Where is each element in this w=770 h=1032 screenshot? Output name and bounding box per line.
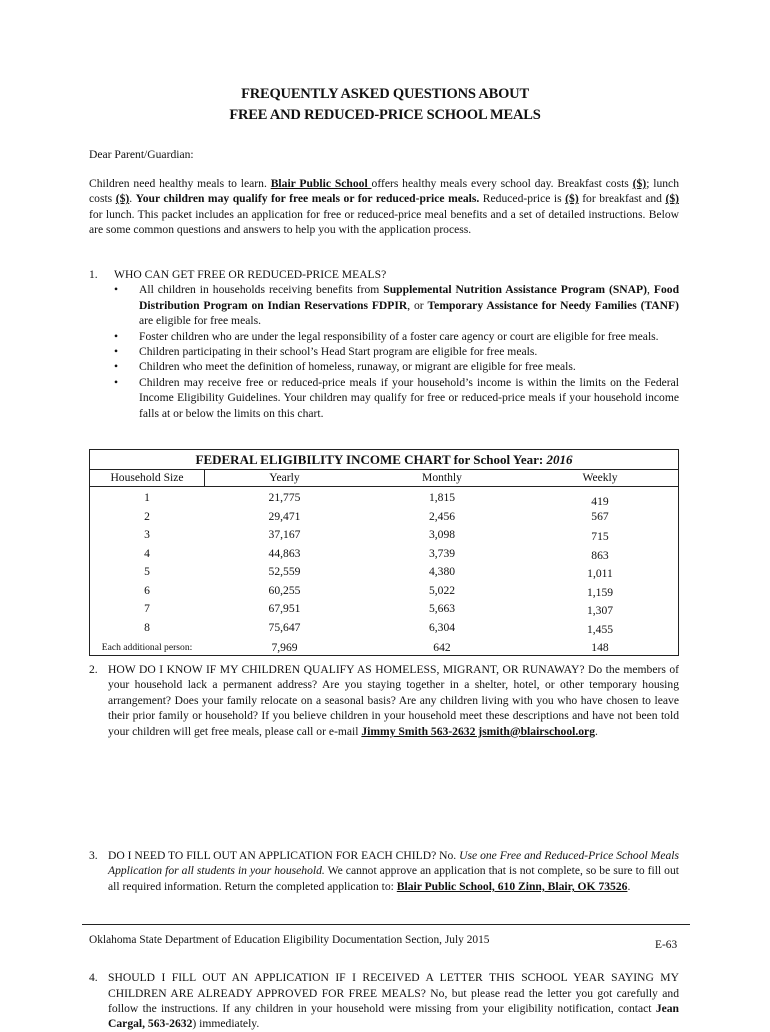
income-chart <box>89 449 679 656</box>
list-item: • Children participating in their school’s Head Start program are eligible for free meals. <box>114 344 679 359</box>
list-item: • Children who meet the definition of homeless, runaway, or migrant are eligible for free meals. <box>114 359 679 374</box>
household-size-cell: Each additional person: <box>101 642 193 653</box>
yearly-cell: 44,863 <box>268 546 301 560</box>
col-monthly: Monthly <box>422 471 462 484</box>
monthly-cell: 642 <box>433 641 451 654</box>
monthly-cell: 3,739 <box>428 546 456 560</box>
weekly-cell: 1,455 <box>586 622 614 636</box>
question-1-heading: WHO CAN GET FREE OR REDUCED-PRICE MEALS? <box>114 268 387 281</box>
page-title: FREQUENTLY ASKED QUESTIONS ABOUT <box>241 86 529 102</box>
col-household-size: Household Size <box>110 471 184 484</box>
yearly-cell: 37,167 <box>268 528 301 541</box>
household-size-cell: 7 <box>144 602 150 615</box>
yearly-cell: 75,647 <box>268 620 301 634</box>
household-size-cell: 5 <box>144 565 150 578</box>
weekly-cell: 567 <box>591 509 609 523</box>
question-4: 4. SHOULD I FILL OUT AN APPLICATION IF I RECEIVED A LETTER THIS SCHOOL YEAR SAYING MY CHILDREN ARE ALREADY APPROVED FOR FREE MEALS? No, but please read the letter you got carefully and follow the instructions. If any children in your household were missing from your eligibility notification, contact Jean Cargal, 563-2632) immediately. <box>89 971 679 1031</box>
question-3: 3. DO I NEED TO FILL OUT AN APPLICATION FOR EACH CHILD? No. Use one Free and Reduced-Price School Meals Application for all students in your household. We cannot approve an application that is not complete, so be sure to fill out all required information. Return the completed application to: Blair Public School, 610 Zinn, Blair, OK 73526. <box>89 849 679 893</box>
weekly-cell: 419 <box>591 495 609 508</box>
salutation: Dear Parent/Guardian: <box>89 148 194 161</box>
weekly-cell: 715 <box>591 530 609 543</box>
monthly-cell: 2,456 <box>428 509 456 523</box>
col-yearly: Yearly <box>269 471 300 484</box>
monthly-cell: 1,815 <box>428 491 456 504</box>
yearly-cell: 21,775 <box>268 491 301 504</box>
yearly-cell: 52,559 <box>268 565 301 578</box>
yearly-cell: 7,969 <box>271 641 298 654</box>
household-size-cell: 4 <box>144 546 150 560</box>
income-chart-title: FEDERAL ELIGIBILITY INCOME CHART for School Year: 2016 <box>90 450 678 470</box>
household-size-cell: 6 <box>144 583 150 597</box>
monthly-cell: 4,380 <box>428 565 456 578</box>
list-item: • Foster children who are under the legal responsibility of a foster care agency or court are eligible for free meals. <box>114 329 679 344</box>
weekly-cell: 863 <box>591 548 609 562</box>
weekly-cell: 1,307 <box>586 604 614 617</box>
page-subtitle: FREE AND REDUCED-PRICE SCHOOL MEALS <box>229 107 541 123</box>
eligibility-list <box>114 282 679 421</box>
monthly-cell: 3,098 <box>428 528 456 541</box>
school-year: 2016 <box>546 452 573 467</box>
monthly-cell: 6,304 <box>428 620 456 634</box>
footer-divider <box>82 924 690 925</box>
weekly-cell: 1,159 <box>586 585 614 599</box>
question-1: 1. WHO CAN GET FREE OR REDUCED-PRICE MEALS? • All children in households receiving benefits from Supplemental Nutrition Assistance Program (SNAP), Food Distribution Program on Indian Reservations FDPIR, or Temporary Assistance for Needy Families (TANF) are eligible for free meals. • Foster children who are under the legal responsibility of a foster care agency or court are eligible for free meals. • Children participating in their school’s Head Start program are eligible for free meals. • Children who meet the definition of homeless, runaway, or migrant are eligible for free meals. • Children may receive free or reduced-price meals if your household’s income is within the limits on the Federal Income Eligibility Guidelines. Your children may qualify for free or reduced-price meals if your household income falls at or below the limits on this chart. <box>89 267 679 421</box>
weekly-cell: 148 <box>591 641 609 654</box>
monthly-cell: 5,663 <box>428 602 456 615</box>
question-2: 2. HOW DO I KNOW IF MY CHILDREN QUALIFY AS HOMELESS, MIGRANT, OR RUNAWAY? Do the members of your household lack a permanent address? Are you staying together in a shelter, hotel, or other temporary housing arrangement? Does your family relocate on a seasonal basis? Are any children living with you who have chosen to leave their prior family or household? If you believe children in your household meet these descriptions and have not been told your children will get free meals, please call or e-mail Jimmy Smith 563-2632 jsmith@blairschool.org. <box>89 663 679 738</box>
household-size-cell: 8 <box>144 620 150 634</box>
monthly-cell: 5,022 <box>428 583 456 597</box>
return-address: Blair Public School, 610 Zinn, Blair, OK 73526 <box>396 879 628 893</box>
household-size-cell: 1 <box>144 491 150 504</box>
school-name: Blair Public School <box>270 177 372 190</box>
yearly-cell: 60,255 <box>268 583 301 597</box>
col-weekly: Weekly <box>582 471 618 484</box>
household-size-cell: 3 <box>144 528 150 541</box>
yearly-cell: 67,951 <box>268 602 301 615</box>
list-item: • Children may receive free or reduced-price meals if your household’s income is within the limits on the Federal Income Eligibility Guidelines. Your children may qualify for free or reduced-price meals if your household income falls at or below the limits on this chart. <box>114 375 679 421</box>
page-number: E-63 <box>655 939 678 951</box>
contact-jimmy-smith: Jimmy Smith 563-2632 jsmith@blairschool.org <box>361 724 595 738</box>
list-item: • All children in households receiving benefits from Supplemental Nutrition Assistance Program (SNAP), Food Distribution Program on Indian Reservations FDPIR, or Temporary Assistance for Needy Families (TANF) are eligible for free meals. <box>114 282 679 328</box>
yearly-cell: 29,471 <box>268 509 301 523</box>
weekly-cell: 1,011 <box>587 567 613 580</box>
footer-source: Oklahoma State Department of Education Eligibility Documentation Section, July 2015 <box>89 934 490 946</box>
intro-paragraph: Children need healthy meals to learn. Blair Public School offers healthy meals every school day. Breakfast costs ($); lunch costs ($). Your children may qualify for free meals or for reduced-price meals. Reduced-price is ($) for breakfast and ($) for lunch. This packet includes an application for free or reduced-price meal benefits and a set of detailed instructions. Below are some common questions and answers to help you with the application process. <box>89 177 679 237</box>
household-size-cell: 2 <box>144 509 150 523</box>
contact-jean-cargal: Jean Cargal, 563-2632 <box>108 1002 679 1031</box>
